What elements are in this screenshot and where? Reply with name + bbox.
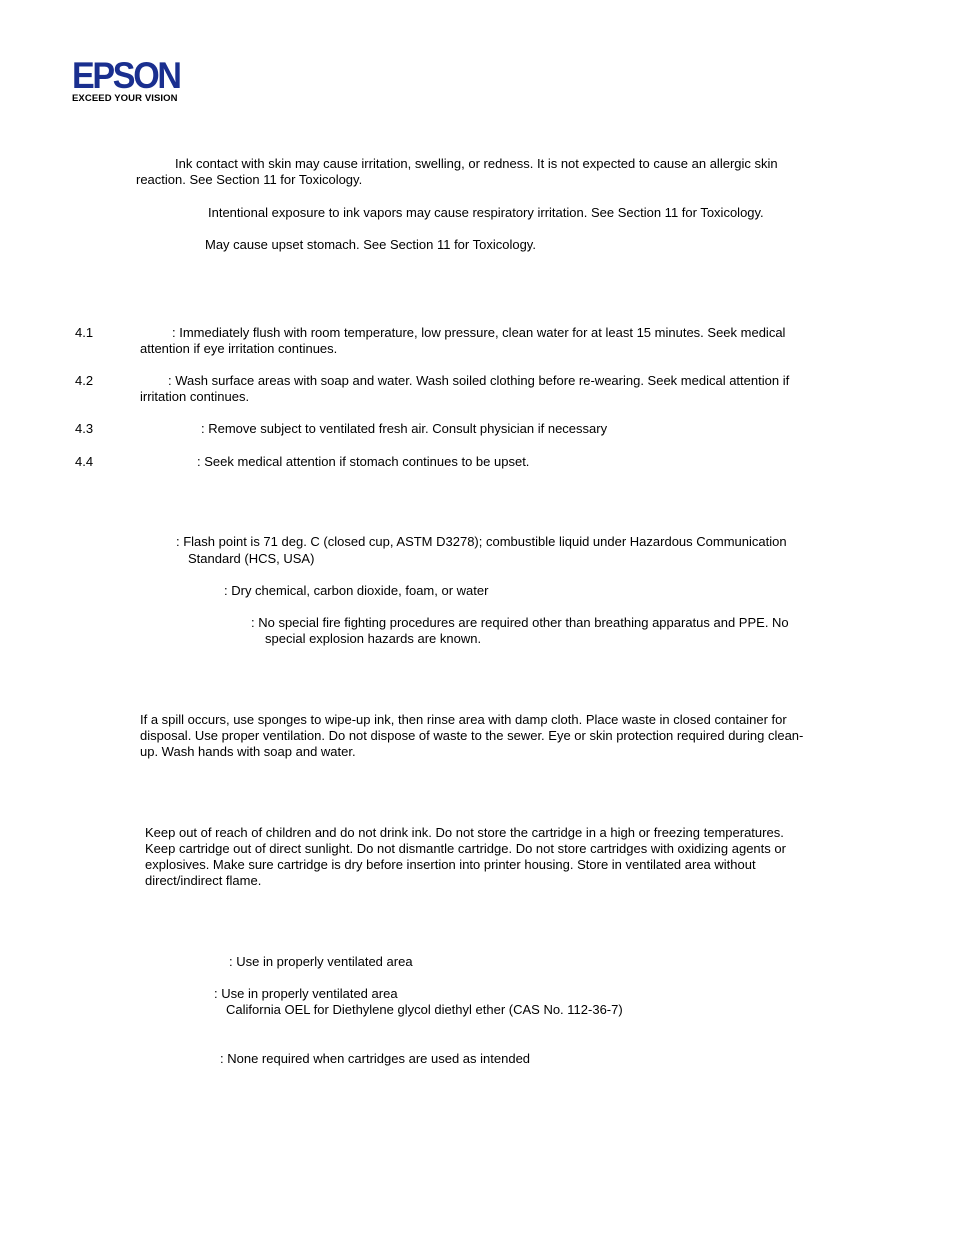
first-aid-number: 4.1 — [75, 325, 94, 340]
first-aid-inhalation-line1: : Remove subject to ventilated fresh air. Consult physician if necessary — [201, 421, 608, 436]
protective-equipment-text: : None required when cartridges are used as intended — [220, 1051, 531, 1066]
respiratory-line2: California OEL for Diethylene glycol diethyl ether (CAS No. 112-36-7) — [226, 1002, 623, 1017]
first-aid-eyes-line1: : Immediately flush with room temperature, low pressure, clean water for at least 15 minutes. Seek medical — [172, 325, 786, 340]
extinguishing-media: : Dry chemical, carbon dioxide, foam, or water — [224, 583, 489, 598]
spill-line1: If a spill occurs, use sponges to wipe-up ink, then rinse area with damp cloth. Place waste in closed container for — [140, 712, 787, 727]
handling-line4: direct/indirect flame. — [145, 873, 262, 888]
handling-line1: Keep out of reach of children and do not drink ink. Do not store the cartridge in a high or freezing temperatures. — [145, 825, 784, 840]
first-aid-number: 4.2 — [75, 373, 94, 388]
first-aid-eyes-line2: attention if eye irritation continues. — [140, 341, 338, 356]
fire-procedures-line1: : No special fire fighting procedures are required other than breathing apparatus and PPE. No — [251, 615, 789, 630]
spill-line2: disposal. Use proper ventilation. Do not dispose of waste to the sewer. Eye or skin protection required during clean- — [140, 728, 804, 743]
handling-line3: explosives. Make sure cartridge is dry before insertion into printer housing. Store in ventilated area without — [145, 857, 756, 872]
skin-effects-line1: Ink contact with skin may cause irritation, swelling, or redness. It is not expected to cause an allergic skin — [175, 156, 778, 171]
first-aid-ingestion-line1: : Seek medical attention if stomach continues to be upset. — [197, 454, 530, 469]
logo-brand: EPSON — [72, 55, 180, 96]
flash-point-line2: Standard (HCS, USA) — [188, 551, 315, 566]
skin-effects-line2: reaction. See Section 11 for Toxicology. — [136, 172, 363, 187]
ingestion-effects: May cause upset stomach. See Section 11 for Toxicology. — [205, 237, 536, 252]
logo-tagline: EXCEED YOUR VISION — [72, 93, 178, 104]
first-aid-number: 4.3 — [75, 421, 94, 436]
inhalation-effects: Intentional exposure to ink vapors may cause respiratory irritation. See Section 11 for Toxicology. — [208, 205, 764, 220]
flash-point-line1: : Flash point is 71 deg. C (closed cup, ASTM D3278); combustible liquid under Hazardous Communication — [176, 534, 787, 549]
first-aid-number: 4.4 — [75, 454, 94, 469]
ventilation-text: : Use in properly ventilated area — [229, 954, 413, 969]
respiratory-line1: : Use in properly ventilated area — [214, 986, 398, 1001]
handling-line2: Keep cartridge out of direct sunlight. Do not dismantle cartridge. Do not store cartridges with oxidizing agents or — [145, 841, 786, 856]
fire-procedures-line2: special explosion hazards are known. — [265, 631, 482, 646]
first-aid-skin-line2: irritation continues. — [140, 389, 250, 404]
epson-logo — [72, 55, 198, 104]
first-aid-skin-line1: : Wash surface areas with soap and water. Wash soiled clothing before re-wearing. Seek medical attention if — [168, 373, 790, 388]
spill-line3: up. Wash hands with soap and water. — [140, 744, 356, 759]
